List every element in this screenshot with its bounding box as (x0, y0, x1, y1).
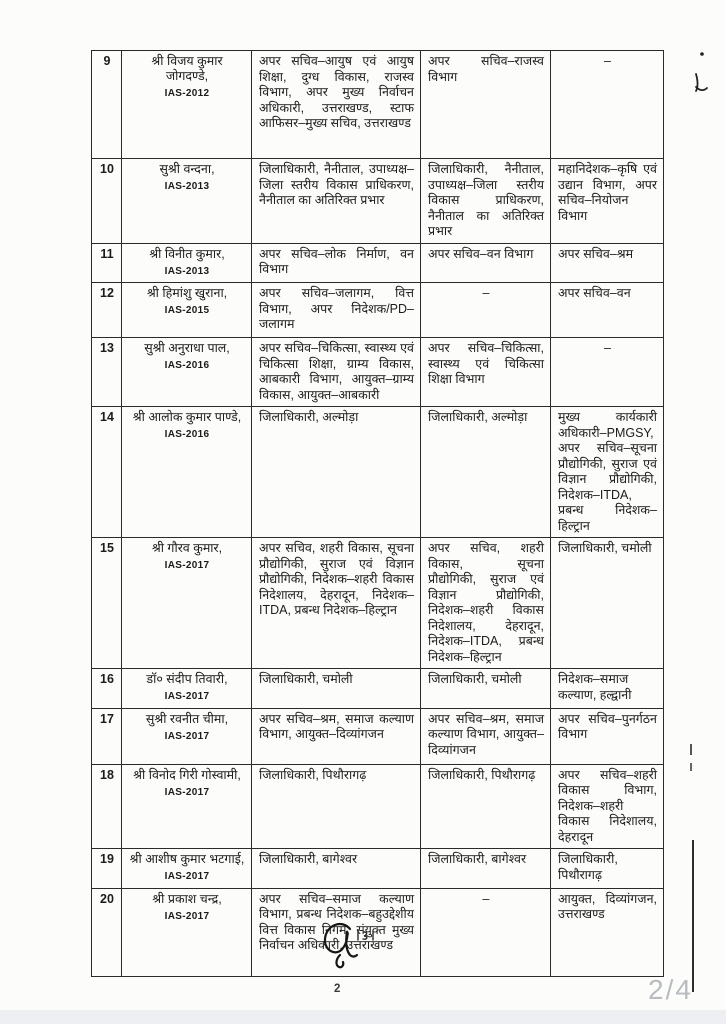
table-row (92, 764, 664, 849)
serial-number-cell: 10 (92, 159, 122, 244)
officer-name-cell (122, 708, 252, 764)
serial-number-cell: 18 (92, 764, 122, 849)
posting-cell-col3: अपर सचिव–लोक निर्माण, वन विभाग (252, 243, 421, 283)
officer-name-cell (122, 51, 252, 159)
handwritten-signature-icon (312, 915, 372, 975)
officer-name-cell (122, 283, 252, 338)
officer-batch: IAS-2017 (164, 871, 210, 882)
serial-number-cell: 14 (92, 407, 122, 538)
serial-number-cell: 11 (92, 243, 122, 283)
posting-cell-col3: अपर सचिव–समाज कल्याण विभाग, प्रबन्ध निदेशक–बहुउद्देशीय वित्त विकास निगम, संयुक्त मुख्य निर्वाचन अधिकारी, उत्तराखण्ड (252, 888, 421, 976)
officer-name-cell (122, 338, 252, 407)
posting-cell-col3: अपर सचिव–श्रम, समाज कल्याण विभाग, आयुक्त–दिव्यांगजन (252, 708, 421, 764)
officer-batch: IAS-2015 (164, 305, 210, 316)
officer-name-cell (122, 407, 252, 538)
officer-batch: IAS-2016 (164, 360, 210, 371)
scan-edge-tick (690, 763, 692, 771)
page-number: 2 (334, 983, 341, 995)
officer-batch: IAS-2017 (164, 730, 210, 742)
table-row (92, 51, 664, 159)
table-row (92, 407, 664, 538)
posting-cell-col3: अपर सचिव, शहरी विकास, सूचना प्रौद्योगिकी, सुराज एवं विज्ञान प्रौद्योगिकी, निदेशक–शहरी विकास निदेशालय, देहरादून, निदेशक–ITDA, प्रबन्ध निदेशक–हिल्ट्रान (252, 538, 421, 669)
posting-cell-col4: – (421, 283, 551, 338)
posting-cell-col4: जिलाधिकारी, अल्मोड़ा (421, 407, 551, 538)
officer-name: श्री विनीत कुमार, (149, 246, 225, 261)
officer-name-cell (122, 849, 252, 889)
posting-cell-col5: – (551, 338, 664, 407)
table-row (92, 849, 664, 889)
posting-cell-col5: जिलाधिकारी, चमोली (551, 538, 664, 669)
serial-number-cell: 19 (92, 849, 122, 889)
table-row (92, 538, 664, 669)
posting-cell-col3: अपर सचिव–आयुष एवं आयुष शिक्षा, दुग्ध विकास, राजस्व विभाग, अपर मुख्य निर्वाचन अधिकारी, उत्तराखण्ड, स्टाफ आफिसर–मुख्य सचिव, उत्तराखण्ड (252, 51, 421, 159)
posting-cell-col5: आयुक्त, दिव्यांगजन, उत्तराखण्ड (551, 888, 664, 976)
officer-name-cell (122, 159, 252, 244)
table-row (92, 243, 664, 283)
posting-cell-col3: जिलाधिकारी, चमोली (252, 669, 421, 709)
posting-cell-col5: अपर सचिव–वन (551, 283, 664, 338)
officer-name-cell (122, 888, 252, 976)
posting-cell-col4: जिलाधिकारी, चमोली (421, 669, 551, 709)
posting-cell-col3: अपर सचिव–जलागम, वित्त विभाग, अपर निदेशक/PD–जलागम (252, 283, 421, 338)
posting-cell-col3: जिलाधिकारी, बागेश्वर (252, 849, 421, 889)
posting-cell-col4: अपर सचिव–चिकित्सा, स्वास्थ्य एवं चिकित्सा शिक्षा विभाग (421, 338, 551, 407)
small-ink-mark-icon (354, 928, 380, 944)
posting-cell-col5: महानिदेशक–कृषि एवं उद्यान विभाग, अपर सचिव–नियोजन विभाग (551, 159, 664, 244)
pen-dot-tick-icon (686, 44, 718, 100)
officer-name: श्री विजय कुमार जोगदण्डे, (151, 54, 223, 83)
table-row (92, 708, 664, 764)
officer-batch: IAS-2012 (164, 88, 210, 99)
officer-batch: IAS-2016 (164, 429, 210, 440)
officer-name-cell (122, 669, 252, 709)
officer-transfer-table (91, 50, 664, 977)
scan-edge-line (692, 840, 694, 992)
officer-batch: IAS-2017 (164, 560, 210, 571)
serial-number-cell: 15 (92, 538, 122, 669)
table-row (92, 669, 664, 709)
posting-cell-col4: अपर सचिव–वन विभाग (421, 243, 551, 283)
posting-cell-col5: अपर सचिव–श्रम (551, 243, 664, 283)
table-row (92, 283, 664, 338)
serial-number-cell: 20 (92, 888, 122, 976)
viewer-bottom-strip (0, 1010, 726, 1024)
posting-cell-col5: निदेशक–समाज कल्याण, हल्द्वानी (551, 669, 664, 709)
officer-name-cell (122, 764, 252, 849)
posting-cell-col5: – (551, 51, 664, 159)
viewer-page-indicator: 2/4 (648, 974, 693, 1005)
officer-batch: IAS-2017 (164, 786, 210, 798)
officer-name: श्री हिमांशु खुराना, (146, 286, 228, 300)
posting-cell-col4: जिलाधिकारी, नैनीताल, उपाध्यक्ष–जिला स्तरीय विकास प्राधिकरण, नैनीताल का अतिरिक्त प्रभार (421, 159, 551, 244)
posting-cell-col3: जिलाधिकारी, नैनीताल, उपाध्यक्ष–जिला स्तरीय विकास प्राधिकरण, नैनीताल का अतिरिक्त प्रभार (252, 159, 421, 244)
officer-name: श्री आशीष कुमार भटगाई, (129, 852, 245, 866)
officer-name: डॉ० संदीप तिवारी, (146, 672, 228, 686)
posting-cell-col4: अपर सचिव, शहरी विकास, सूचना प्रौद्योगिकी, सुराज एवं विज्ञान प्रौद्योगिकी, निदेशक–शहरी विकास निदेशालय, देहरादून, निदेशक–ITDA, प्रबन्ध निदेशक–हिल्ट्रान (421, 538, 551, 669)
posting-cell-col5: मुख्य कार्यकारी अधिकारी–PMGSY, अपर सचिव–सूचना प्रौद्योगिकी, सुराज एवं विज्ञान प्रौद्योगिकी, निदेशक–ITDA, प्रबन्ध निदेशक–हिल्ट्रान (551, 407, 664, 538)
posting-cell-col4: जिलाधिकारी, बागेश्वर (421, 849, 551, 889)
scan-edge-tick (690, 744, 692, 755)
officer-name: श्री विनोद गिरी गोस्वामी, (133, 767, 241, 782)
serial-number-cell: 9 (92, 51, 122, 159)
officer-name: श्री आलोक कुमार पाण्डे, (132, 410, 242, 424)
officer-batch: IAS-2017 (164, 910, 210, 922)
posting-cell-col4: – (421, 888, 551, 976)
serial-number-cell: 16 (92, 669, 122, 709)
table-row (92, 159, 664, 244)
posting-cell-col4: अपर सचिव–राजस्व विभाग (421, 51, 551, 159)
officer-name: श्री प्रकाश चन्द्र, (152, 891, 222, 906)
officer-name-cell (122, 538, 252, 669)
officer-batch: IAS-2013 (164, 181, 210, 192)
posting-cell-col4: जिलाधिकारी, पिथौरागढ़ (421, 764, 551, 849)
posting-cell-col4: अपर सचिव–श्रम, समाज कल्याण विभाग, आयुक्त–दिव्यांगजन (421, 708, 551, 764)
posting-cell-col3: अपर सचिव–चिकित्सा, स्वास्थ्य एवं चिकित्सा शिक्षा, ग्राम्य विकास, आबकारी विभाग, आयुक्त–ग्राम्य विकास, आयुक्त–आबकारी (252, 338, 421, 407)
officer-name-cell (122, 243, 252, 283)
posting-cell-col5: अपर सचिव–पुनर्गठन विभाग (551, 708, 664, 764)
officer-name: सुश्री वन्दना, (159, 162, 215, 176)
officer-batch: IAS-2017 (164, 691, 210, 702)
officer-name: सुश्री रवनीत चीमा, (145, 711, 229, 726)
table-row (92, 338, 664, 407)
posting-cell-col5: जिलाधिकारी, पिथौरागढ़ (551, 849, 664, 889)
officer-name: सुश्री अनुराधा पाल, (144, 341, 230, 355)
posting-cell-col3: जिलाधिकारी, पिथौरागढ़ (252, 764, 421, 849)
serial-number-cell: 17 (92, 708, 122, 764)
posting-cell-col5: अपर सचिव–शहरी विकास विभाग, निदेशक–शहरी विकास निदेशालय, देहरादून (551, 764, 664, 849)
posting-cell-col3: जिलाधिकारी, अल्मोड़ा (252, 407, 421, 538)
serial-number-cell: 12 (92, 283, 122, 338)
officer-name: श्री गौरव कुमार, (151, 541, 223, 555)
officer-batch: IAS-2013 (164, 265, 210, 277)
serial-number-cell: 13 (92, 338, 122, 407)
